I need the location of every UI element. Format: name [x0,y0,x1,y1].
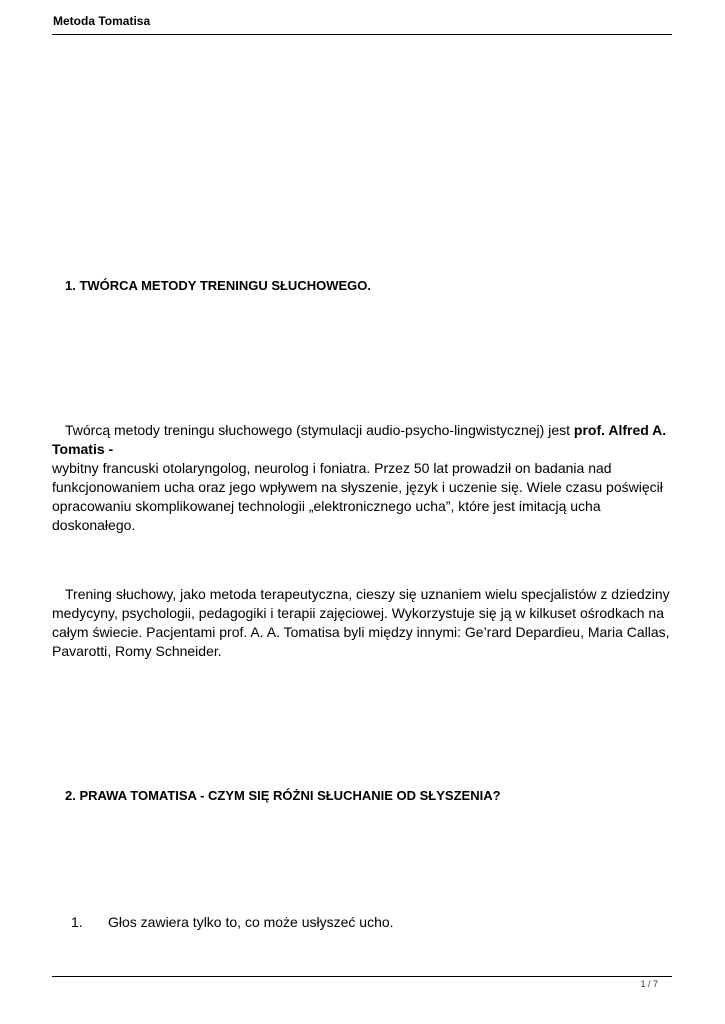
header-title: Metoda Tomatisa [53,14,151,28]
header-divider [52,34,672,35]
paragraph-1-bold-name: prof. Alfred A. Tomatis - [52,422,667,457]
section-2-heading: 2. PRAWA TOMATISA - CZYM SIĘ RÓŻNI SŁUCHANIE OD SŁYSZENIA? [65,788,501,803]
paragraph-1-intro: Twórcą metody treningu słuchowego (stymulacji audio-psycho-lingwistycznej) jest [65,422,574,438]
section-1-heading: 1. TWÓRCA METODY TRENINGU SŁUCHOWEGO. [65,278,371,293]
footer-divider [52,976,672,977]
section-1-paragraph-1 [52,421,672,535]
page-number: 1 / 7 [640,979,658,989]
paragraph-2-body: Trening słuchowy, jako metoda terapeutyczna, cieszy się uznaniem wielu specjalistów z dziedziny medycyny, psychologii, pedagogiki i terapii zajęciowej. Wykorzystuje się ją w kilkuset ośrodkach na całym świecie. Pacjentami prof. A. A. Tomatisa byli między innymi: Ge’rard Depardieu, Maria Callas, Pavarotti, Romy Schneider. [52,586,670,659]
paragraph-1-body: wybitny francuski otolaryngolog, neurolog i foniatra. Przez 50 lat prowadził on badania nad funkcjonowaniem ucha oraz jego wpływem na słyszenie, język i uczenie się. Wiele czasu poświęcił opracowaniu skomplikowanej technologii „elektronicznego ucha”, które jest imitacją ucha doskonałego. [52,460,663,533]
list-item-text: Głos zawiera tylko to, co może usłyszeć ucho. [108,914,394,930]
list-item-number: 1. [71,914,83,930]
section-1-paragraph-2 [52,585,672,661]
